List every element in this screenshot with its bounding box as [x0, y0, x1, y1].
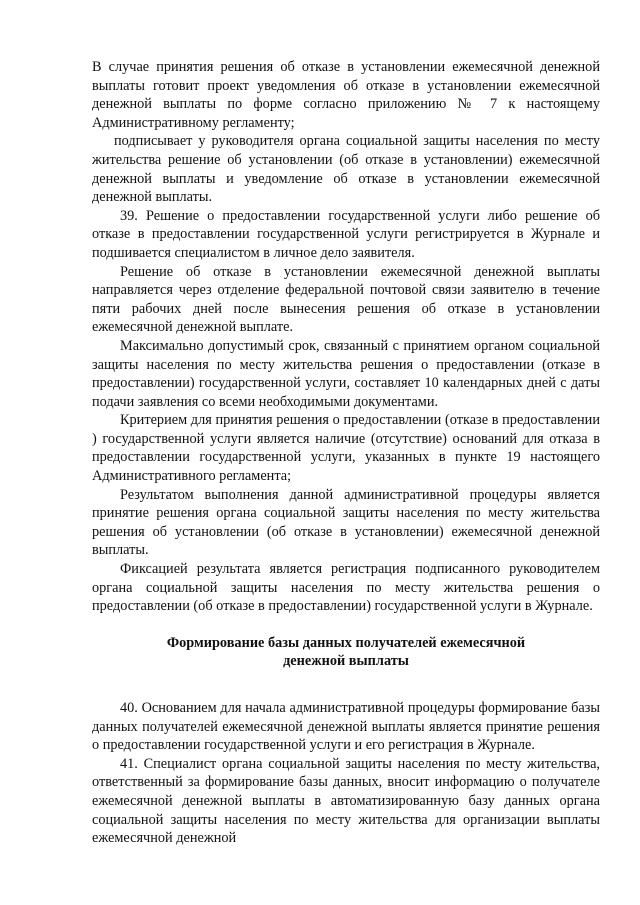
document-page — [92, 58, 600, 848]
section-heading-line-1: Формирование базы данных получателей ежемесячной — [166, 634, 526, 651]
paragraph-40: 40. Основанием для начала административной процедуры формирование базы данных получателей ежемесячной денежной выплаты является принятие решения о предоставлении государственной услуги и его регистрация в Журнале. — [92, 700, 600, 754]
paragraph-41: 41. Специалист органа социальной защиты населения по месту жительства, ответственный за формирование базы данных, вносит информацию о получателе ежемесячной денежной выплаты в автоматизированную базу данных органа социальной защиты населения по месту жительства для организации выплаты ежемесячной денежной — [92, 755, 600, 847]
spacer — [92, 616, 600, 634]
paragraph-refusal-notice: В случае принятия решения об отказе в установлении ежемесячной денежной выплаты готовит проект уведомления об отказе в установлении ежемесячной денежной выплаты по форме согласно приложению № 7 к настоящему Административному регламенту; — [92, 59, 600, 131]
spacer — [92, 671, 600, 699]
paragraph-fixation: Фиксацией результата является регистрация подписанного руководителем органа социальной защиты населения по месту жительства решения о предоставлении (об отказе в предоставлении) государственной услуги в Журнале. — [92, 561, 600, 615]
paragraph-criterion: Критерием для принятия решения о предоставлении (отказе в предоставлении ) государственной услуги является наличие (отсутствие) оснований для отказа в предоставлении государственной услуги, указанных в пункте 19 настоящего Административного регламента; — [92, 412, 600, 485]
section-heading-line-2: денежной выплаты — [283, 653, 409, 670]
paragraph-max-term: Максимально допустимый срок, связанный с принятием органом социальной защиты населения по месту жительства решения о предоставлении (отказе в предоставлении) государственной услуги, составляет 10 календарных дней с даты подачи заявления со всеми необходимыми документами. — [92, 337, 600, 410]
paragraph-result: Результатом выполнения данной административной процедуры является принятие решения органа социальной защиты населения по месту жительства решения об установлении (об отказе в установлении) ежемесячной денежной выплаты. — [92, 486, 600, 559]
paragraph-sign-decision: подписывает у руководителя органа социальной защиты населения по месту жительства решение об установлении (об отказе в установлении) ежемесячной денежной выплаты и уведомление об отказе в установлении ежемесячной денежной выплаты. — [92, 133, 600, 206]
paragraph-refusal-mailing: Решение об отказе в установлении ежемесячной денежной выплаты направляется через отделение федеральной почтовой связи заявителю в течение пяти рабочих дней после вынесения решения об отказе в установлении ежемесячной денежной выплате. — [92, 263, 600, 336]
paragraph-39: 39. Решение о предоставлении государственной услуги либо решение об отказе в предоставлении государственной услуги регистрируется в Журнале и подшивается специалистом в личное дело заявителя. — [92, 207, 600, 261]
